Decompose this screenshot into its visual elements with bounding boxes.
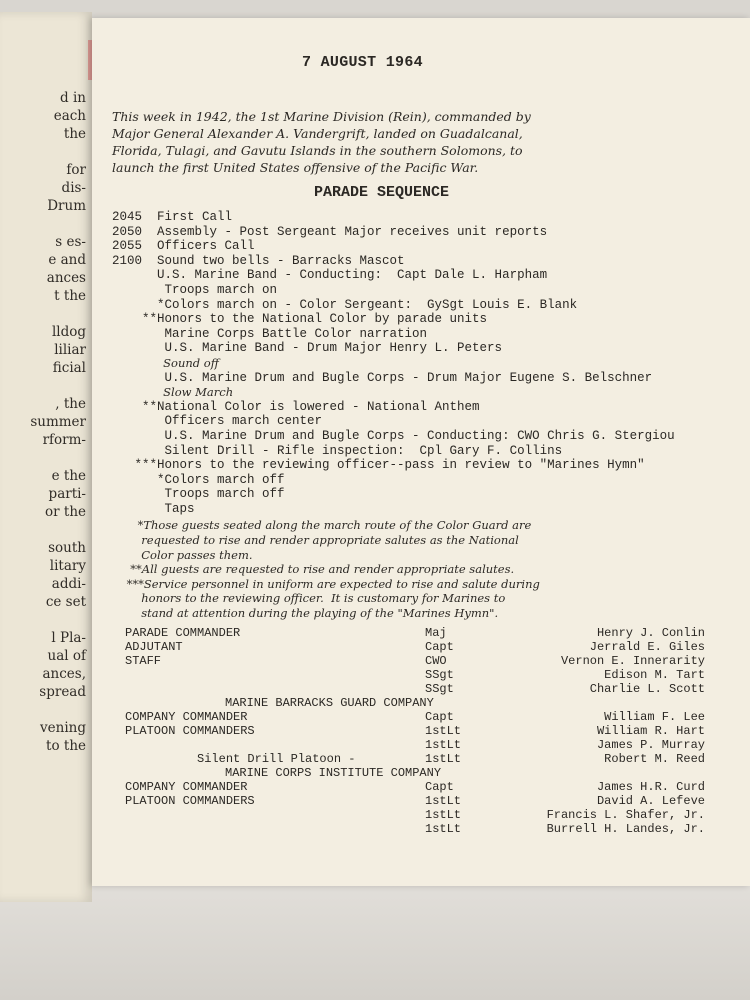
left-page-text-fragment: rform- <box>42 432 86 448</box>
roster-row <box>125 640 705 654</box>
sequence-line: 2045 First Call <box>112 210 233 224</box>
roster-row <box>125 724 705 738</box>
roster-row <box>125 710 705 724</box>
roster-row <box>125 752 705 766</box>
roster-name: Vernon E. Innerarity <box>560 654 705 668</box>
left-page-text-fragment: ances <box>46 270 86 286</box>
roster-role: ADJUTANT <box>125 640 183 654</box>
roster-name: James H.R. Curd <box>596 780 705 794</box>
roster-role: PLATOON COMMANDERS <box>125 724 255 738</box>
roster-role: PLATOON COMMANDERS <box>125 794 255 808</box>
roster-row <box>125 668 705 682</box>
sequence-line: *Colors march off <box>112 472 285 487</box>
left-page-text-fragment: summer <box>30 414 86 430</box>
sequence-line: **All guests are requested to rise and render appropriate salutes. <box>112 562 515 577</box>
intro-paragraph <box>112 108 712 176</box>
roster-row <box>125 822 705 836</box>
left-page-text-fragment: , the <box>55 396 86 412</box>
sequence-line: **Honors to the National Color by parade units <box>112 312 488 327</box>
roster-rank: SSgt <box>425 682 454 696</box>
left-page-text-fragment: addi- <box>51 576 86 592</box>
sequence-line: honors to the reviewing officer. It is customary for Marines to <box>112 591 506 606</box>
left-page-text-fragment: parti- <box>48 486 86 502</box>
left-page-text-fragment: for <box>66 162 86 178</box>
roster-name: Burrell H. Landes, Jr. <box>546 822 705 836</box>
roster-name: David A. Lefeve <box>596 794 705 808</box>
roster-row <box>125 626 705 640</box>
left-page-text-fragment: dis- <box>61 180 86 196</box>
left-page-text-fragment: liliar <box>54 342 86 358</box>
sequence-line: U.S. Marine Band - Conducting: Capt Dale L. Harpham <box>112 268 548 283</box>
sequence-line: U.S. Marine Drum and Bugle Corps - Conducting: CWO Chris G. Stergiou <box>112 428 675 443</box>
roster-row <box>125 696 705 710</box>
left-page-text-fragment: e the <box>51 468 86 484</box>
roster-rank: 1stLt <box>425 808 462 822</box>
sequence-line: U.S. Marine Drum and Bugle Corps - Drum Major Eugene S. Belschner <box>112 370 653 385</box>
left-page-text-fragment: south <box>48 540 86 556</box>
sequence-line: Taps <box>112 501 195 516</box>
left-page-text-fragment: ficial <box>52 360 86 376</box>
roster-name: Jerrald E. Giles <box>589 640 705 654</box>
roster-role: COMPANY COMMANDER <box>125 780 248 794</box>
roster-name: Charlie L. Scott <box>589 682 705 696</box>
left-page-text-fragment: s es- <box>55 234 86 250</box>
left-page-text-fragment: ce set <box>45 594 86 610</box>
left-page-text-fragment: Drum <box>47 198 86 214</box>
roster-rank: CWO <box>425 654 447 668</box>
sequence-line: Marine Corps Battle Color narration <box>112 326 428 341</box>
sequence-line: U.S. Marine Band - Drum Major Henry L. Peters <box>112 341 503 356</box>
section-heading: PARADE SEQUENCE <box>314 184 450 201</box>
table-surface <box>0 880 750 1000</box>
sequence-line: 2050 Assembly - Post Sergeant Major receives unit reports <box>112 224 548 239</box>
sequence-line: *Colors march on - Color Sergeant: GySgt Louis E. Blank <box>112 297 578 312</box>
left-page-text-fragment: d in <box>60 90 86 106</box>
left-page-text-fragment: to the <box>46 738 86 754</box>
roster-rank: SSgt <box>425 668 454 682</box>
sequence-line: Color passes them. <box>112 547 253 562</box>
roster-name: Robert M. Reed <box>604 752 705 766</box>
intro-line: Florida, Tulagi, and Gavutu Islands in the southern Solomons, to <box>112 143 523 158</box>
left-page-text-fragment: ual of <box>47 648 86 664</box>
left-page-text-fragment: litary <box>49 558 86 574</box>
roster-rank: 1stLt <box>425 724 462 738</box>
sequence-line: Slow March <box>112 385 234 400</box>
roster-name: James P. Murray <box>596 738 705 752</box>
roster-section-title: MARINE BARRACKS GUARD COMPANY <box>225 696 434 710</box>
left-page-text-fragment: the <box>63 126 86 142</box>
roster-row <box>125 766 705 780</box>
roster-name: Henry J. Conlin <box>596 626 705 640</box>
intro-line: Major General Alexander A. Vandergrift, landed on Guadalcanal, <box>112 126 523 141</box>
sequence-line: Troops march off <box>112 487 285 502</box>
left-page-text-fragment: vening <box>40 720 86 736</box>
sequence-line: ***Honors to the reviewing officer--pass in review to "Marines Hymn" <box>112 458 645 473</box>
left-page-text-fragment: e and <box>48 252 86 268</box>
roster-rank: Capt <box>425 780 454 794</box>
sequence-line: *Those guests seated along the march route of the Color Guard are <box>112 518 532 533</box>
roster-rank: 1stLt <box>425 752 462 766</box>
roster <box>125 626 705 836</box>
roster-row <box>125 654 705 668</box>
sequence-line: ***Service personnel in uniform are expected to rise and salute during <box>112 576 540 591</box>
roster-section-title: MARINE CORPS INSTITUTE COMPANY <box>225 766 442 780</box>
sequence-line: requested to rise and render appropriate salutes as the National <box>112 533 519 548</box>
roster-row <box>125 682 705 696</box>
program-page <box>92 18 750 886</box>
sequence-line: stand at attention during the playing of the "Marines Hymn". <box>112 606 499 621</box>
roster-role: Silent Drill Platoon - <box>125 752 356 766</box>
left-page-text-fragment: lldog <box>51 324 86 340</box>
sequence-line: Troops march on <box>112 282 278 297</box>
roster-rank: Capt <box>425 640 454 654</box>
left-page-text-fragment: t the <box>54 288 86 304</box>
page-title: 7 AUGUST 1964 <box>302 54 423 71</box>
left-page-text-fragment: ances, <box>42 666 86 682</box>
parade-sequence <box>112 210 732 621</box>
roster-name: Edison M. Tart <box>604 668 705 682</box>
left-page-text-fragment: l Pla- <box>51 630 86 646</box>
sequence-line: Sound off <box>112 355 219 370</box>
roster-role: PARADE COMMANDER <box>125 626 241 640</box>
sequence-line: Silent Drill - Rifle inspection: Cpl Gary F. Collins <box>112 443 563 458</box>
sequence-line: 2100 Sound two bells - Barracks Mascot <box>112 253 405 268</box>
left-page-text-fragment: each <box>53 108 86 124</box>
sequence-line: 2055 Officers Call <box>112 239 255 254</box>
roster-role: STAFF <box>125 654 162 668</box>
roster-name: Francis L. Shafer, Jr. <box>546 808 705 822</box>
sequence-line: Officers march center <box>112 414 323 429</box>
left-page <box>0 12 92 902</box>
left-page-text-fragment: or the <box>45 504 86 520</box>
roster-row <box>125 738 705 752</box>
roster-rank: 1stLt <box>425 738 462 752</box>
roster-rank: 1stLt <box>425 822 462 836</box>
roster-row <box>125 808 705 822</box>
intro-line: launch the first United States offensive of the Pacific War. <box>112 160 479 175</box>
roster-row <box>125 780 705 794</box>
roster-rank: Maj <box>425 626 447 640</box>
roster-rank: 1stLt <box>425 794 462 808</box>
roster-name: William R. Hart <box>596 724 705 738</box>
roster-rank: Capt <box>425 710 454 724</box>
left-page-text-fragment: spread <box>39 684 86 700</box>
roster-role: COMPANY COMMANDER <box>125 710 248 724</box>
roster-name: William F. Lee <box>604 710 705 724</box>
roster-row <box>125 794 705 808</box>
sequence-line: **National Color is lowered - National Anthem <box>112 399 480 414</box>
intro-line: This week in 1942, the 1st Marine Division (Rein), commanded by <box>112 109 531 124</box>
